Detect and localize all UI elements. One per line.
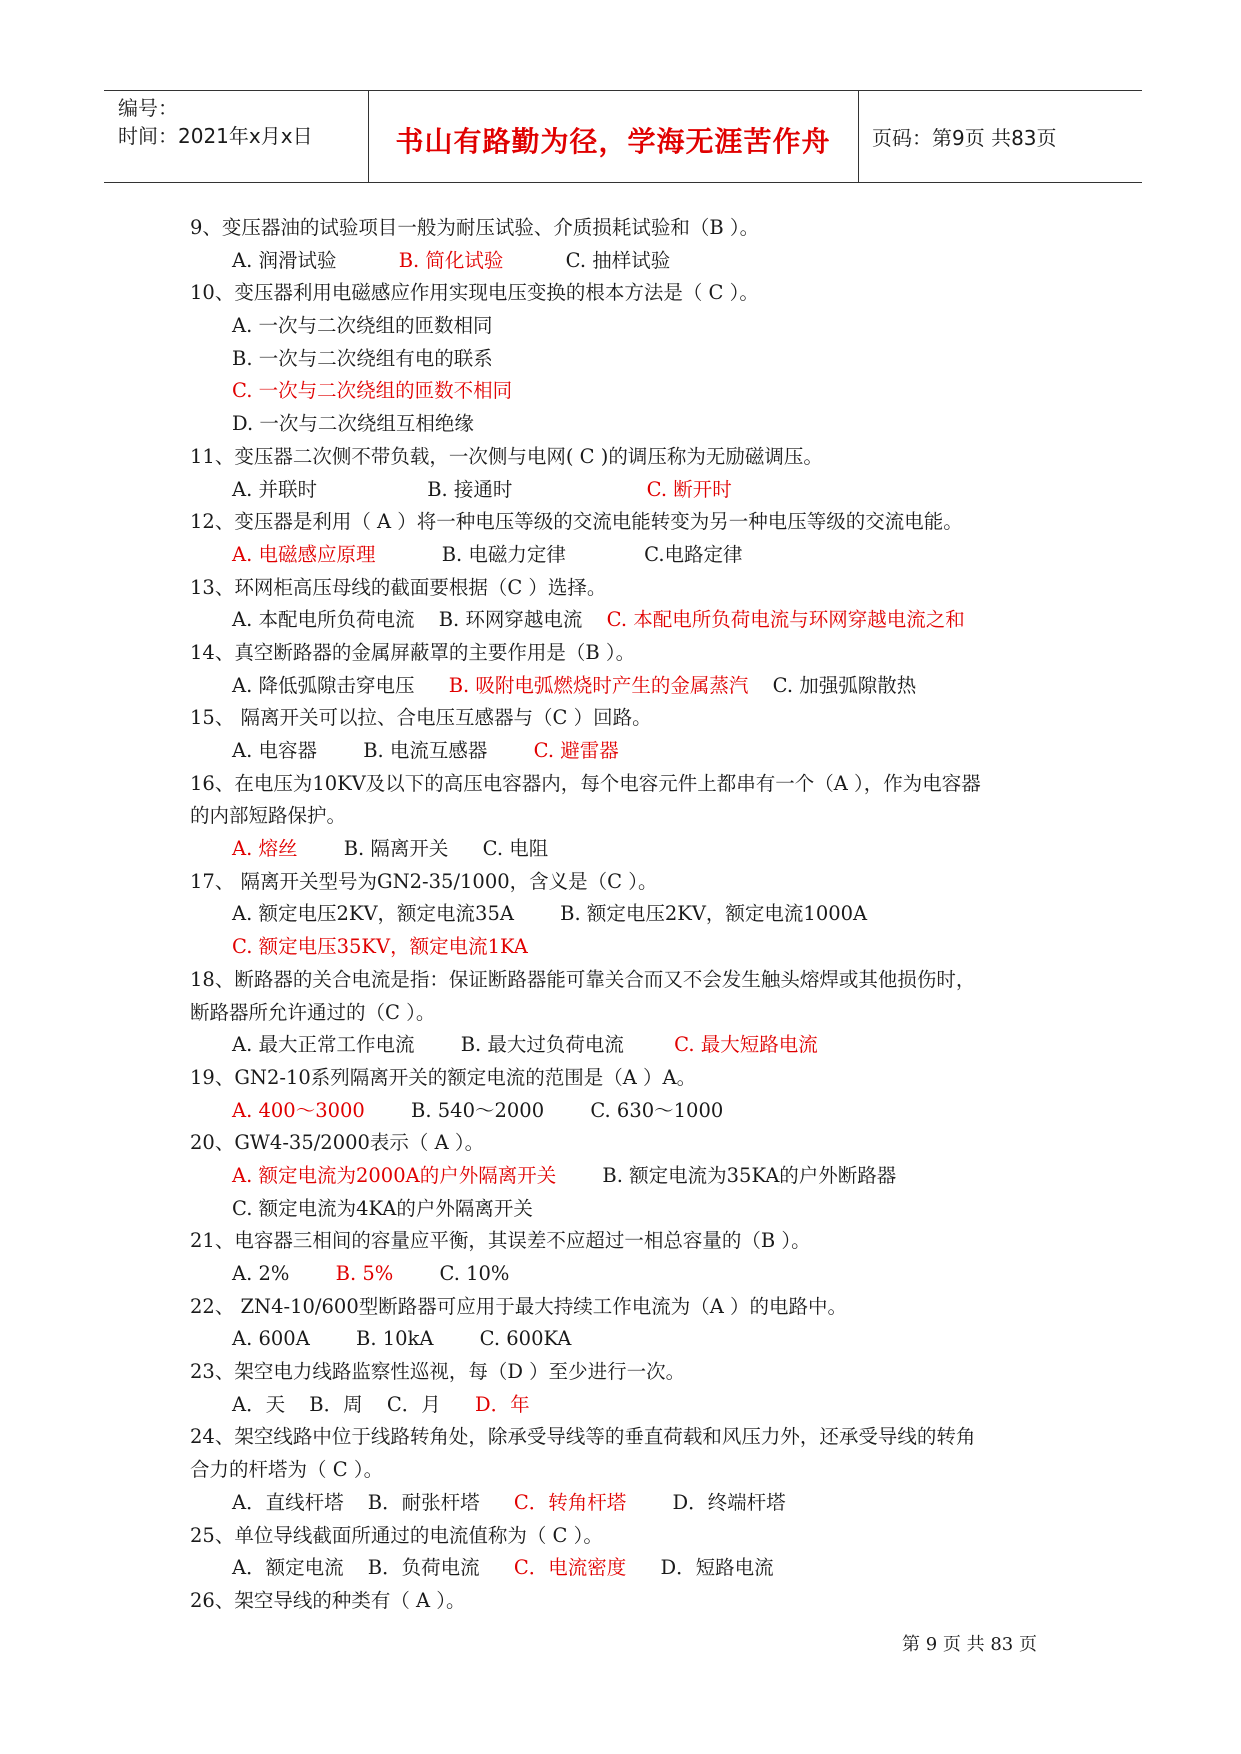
option-a-answer: A. 400～3000 [232,1098,365,1122]
option-row [190,245,1080,278]
option-b: B. 10kA [355,1327,434,1351]
serial-label: 编号： [118,96,178,120]
question-stem: 26、架空导线的种类有（ A ）。 [190,1588,466,1612]
option-b: B．负荷电流 [367,1556,480,1580]
question-stem: 22、 ZN4-10/600型断路器可应用于最大持续工作电流为（A ）的电路中。 [190,1294,848,1318]
time-label: 时间：2021年x月x日 [118,124,313,148]
question-stem: 13、环网柜高压母线的截面要根据（C ）选择。 [190,575,607,599]
option-b: B. 额定电流为35KA的户外断路器 [602,1163,897,1187]
header-top-rule [104,90,1142,91]
option-b: B. 接通时 [427,477,513,501]
question-stem: 15、 隔离开关可以拉、合电压互感器与（C ）回路。 [190,706,652,730]
option-a-answer: A. 额定电流为2000A的户外隔离开关 [232,1163,557,1187]
option-b-answer: B. 简化试验 [398,248,504,272]
option-a: A．额定电流 [232,1556,344,1580]
option-row [190,1552,1080,1585]
option-a-answer: A. 熔丝 [232,837,298,861]
option-row [190,1160,1080,1193]
question-stem: 19、GN2-10系列隔离开关的额定电流的范围是（A ）A。 [190,1065,697,1089]
question-stem: 25、单位导线截面所通过的电流值称为（ C ）。 [190,1523,603,1547]
option-a: A．直线杆塔 [232,1490,344,1514]
option-c: C. 10% [439,1262,510,1285]
option-b: B. 额定电压2KV，额定电流1000A [560,902,868,926]
option-b: B. 一次与二次绕组有电的联系 [232,346,493,370]
option-d: D. 一次与二次绕组互相绝缘 [232,412,474,436]
option-a: A．天 [232,1392,286,1416]
option-row [190,1487,1080,1520]
option-d-answer: D．年 [474,1392,530,1416]
header-page-label: 页码：第9页 共83页 [872,126,1057,150]
header-motto: 书山有路勤为径，学海无涯苦作舟 [395,125,831,158]
question-stem-cont: 合力的杆塔为（ C ）。 [190,1458,384,1482]
page-header [104,90,1142,182]
option-c: C. 加强弧隙散热 [772,673,917,697]
option-row [190,539,1080,572]
option-c: C. 额定电流为4KA的户外隔离开关 [232,1196,533,1220]
header-divider-right [858,90,859,182]
option-a: A. 降低弧隙击穿电压 [232,673,415,697]
option-c: C. 630～1000 [590,1098,724,1122]
option-row [190,670,1080,703]
option-c-answer: C．电流密度 [513,1556,627,1580]
option-c-answer: C．转角杆塔 [513,1490,627,1514]
header-left-block [118,94,313,150]
option-b: B. 环网穿越电流 [438,608,583,632]
option-c-answer: C. 本配电所负荷电流与环网穿越电流之和 [606,608,965,632]
option-row [190,1258,1080,1291]
option-b: B. 隔离开关 [343,837,449,861]
question-stem: 11、变压器二次侧不带负载，一次侧与电网( C )的调压称为无励磁调压。 [190,444,823,468]
option-b: B．耐张杆塔 [367,1490,480,1514]
option-row [190,474,1080,507]
option-row [190,1323,1080,1356]
option-a: A. 600A [232,1327,310,1351]
option-a: A. 一次与二次绕组的匝数相同 [232,314,493,338]
option-b: B. 540～2000 [411,1098,545,1122]
option-c: C. 600KA [479,1327,572,1351]
option-b-answer: B. 5% [335,1262,394,1285]
question-stem: 23、架空电力线路监察性巡视，每（D ）至少进行一次。 [190,1360,686,1384]
option-row [190,1095,1080,1128]
option-c-answer: C. 一次与二次绕组的匝数不相同 [232,379,513,403]
question-stem: 24、架空线路中位于线路转角处，除承受导线等的垂直荷载和风压力外，还承受导线的转角 [190,1425,976,1449]
header-bottom-rule [104,182,1142,183]
question-stem: 21、电容器三相间的容量应平衡，其误差不应超过一相总容量的（B ）。 [190,1229,811,1253]
question-stem: 9、变压器油的试验项目一般为耐压试验、介质损耗试验和（B ）。 [190,216,760,239]
option-d: D．短路电流 [660,1556,774,1580]
option-a: A. 额定电压2KV，额定电流35A [232,902,514,926]
option-row [190,898,1080,931]
option-row [190,1029,1080,1062]
option-b: B. 最大过负荷电流 [460,1033,624,1057]
option-b: B. 电流互感器 [363,739,488,762]
option-row [190,735,1080,768]
question-stem: 14、真空断路器的金属屏蔽罩的主要作用是（B ）。 [190,640,636,664]
question-stem: 10、变压器利用电磁感应作用实现电压变换的根本方法是（ C ）。 [190,281,759,305]
option-b: B. 电磁力定律 [441,542,566,566]
option-row [190,604,1080,637]
option-c-answer: C. 最大短路电流 [674,1033,818,1057]
question-stem: 16、在电压为10KV及以下的高压电容器内，每个电容元件上都串有一个（A ），作为电容器 [190,771,981,795]
question-stem-cont: 断路器所允许通过的（C ）。 [190,1000,436,1024]
option-row [190,1389,1080,1422]
option-c-answer: C. 断开时 [646,477,732,501]
option-c: C．月 [386,1392,441,1416]
question-list [190,212,1080,1618]
question-stem: 20、GW4-35/2000表示（ A ）。 [190,1131,485,1155]
option-row [190,833,1080,866]
option-a-answer: A. 电磁感应原理 [232,542,376,566]
option-b-answer: B. 吸附电弧燃烧时产生的金属蒸汽 [448,673,749,697]
option-a: A. 最大正常工作电流 [232,1033,415,1057]
option-b: B．周 [309,1392,363,1416]
option-c: C. 电阻 [482,837,549,861]
option-c-answer: C. 避雷器 [533,739,619,762]
option-a: A. 本配电所负荷电流 [232,608,415,632]
question-stem: 18、断路器的关合电流是指：保证断路器能可靠关合而又不会发生触头熔焊或其他损伤时， [190,967,976,991]
option-a: A. 2% [232,1262,290,1285]
page-footer: 第 9 页 共 83 页 [902,1634,1037,1655]
option-a: A. 并联时 [232,477,317,501]
option-a: A. 润滑试验 [232,248,337,272]
question-stem: 17、 隔离开关型号为GN2-35/1000，含义是（C ）。 [190,869,658,893]
question-stem: 12、变压器是利用（ A ）将一种电压等级的交流电能转变为另一种电压等级的交流电能。 [190,510,963,534]
question-stem-cont: 的内部短路保护。 [190,804,347,828]
option-c: C. 抽样试验 [565,248,671,272]
option-a: A. 电容器 [232,739,317,762]
option-c: C.电路定律 [644,542,743,566]
option-d: D．终端杆塔 [672,1490,786,1514]
option-c-answer: C. 额定电压35KV，额定电流1KA [232,935,528,959]
